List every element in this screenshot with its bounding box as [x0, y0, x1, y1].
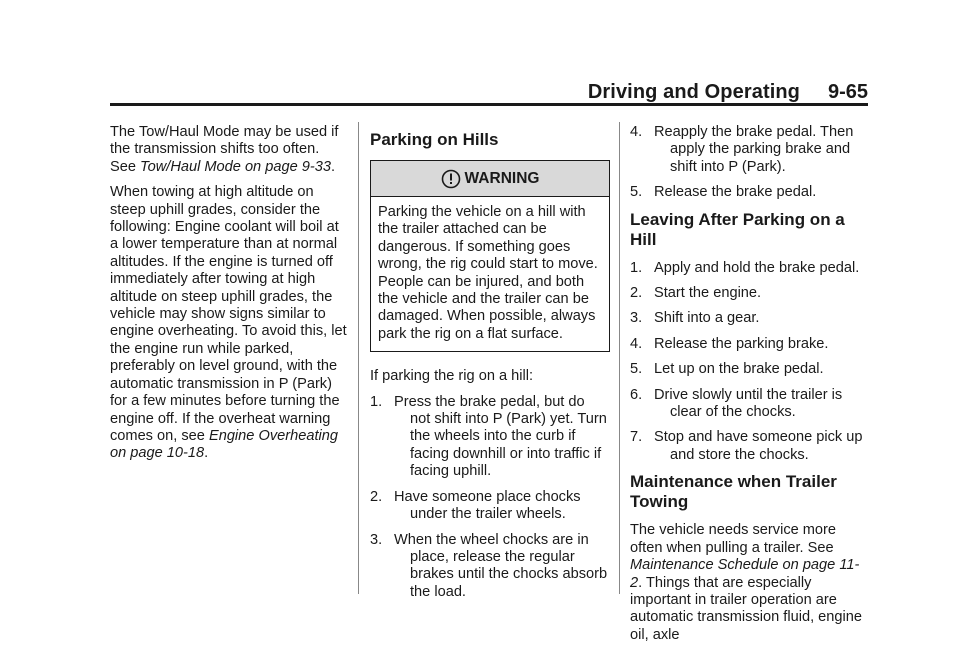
list-item [630, 285, 870, 302]
step-text-first-line: Have someone place chocks [394, 488, 581, 505]
list-item [630, 310, 870, 327]
paragraph-maintenance [630, 522, 870, 644]
step-text-first-line: Apply and hold the brake pedal. [654, 259, 860, 276]
step-text-continuation: and store the chocks. [670, 446, 809, 463]
section-heading: Maintenance when Trailer Towing [630, 472, 837, 512]
list-item [630, 387, 870, 422]
list-item [630, 260, 870, 277]
step-number: 2. [630, 285, 643, 302]
step-text-first-line: Stop and have someone pick up [654, 429, 863, 446]
intro-text: If parking the rig on a hill: [370, 368, 534, 385]
list-item [370, 489, 610, 524]
list-item [630, 184, 870, 201]
step-text [394, 532, 610, 602]
step-text-continuation: clear of the chocks. [670, 404, 796, 421]
step-text-continuation: place, release the regular brakes until the chocks absorb the load. [410, 548, 608, 600]
warning-box [370, 160, 610, 352]
step-text [394, 489, 610, 524]
step-text [394, 394, 610, 481]
steps-list [630, 260, 870, 465]
warning-header [371, 161, 609, 197]
warning-icon [441, 169, 461, 189]
step-number: 2. [370, 488, 383, 505]
step-number: 3. [370, 531, 383, 548]
list-item [630, 336, 870, 353]
step-number: 7. [630, 429, 643, 446]
step-text-first-line: When the wheel chocks are in [394, 531, 589, 548]
step-text-first-line: Shift into a gear. [654, 310, 760, 327]
step-number: 4. [630, 124, 643, 140]
paragraph-text: The vehicle needs service more often when pulling a trailer. See [630, 522, 837, 556]
cross-reference-link[interactable]: Engine Overheating on page 10-18 [110, 427, 338, 462]
column-3 [630, 124, 870, 652]
paragraph-high-altitude [110, 184, 348, 463]
step-number: 1. [630, 259, 643, 276]
steps-list [370, 394, 610, 601]
column-divider-1 [358, 122, 359, 594]
paragraph-text: The Tow/Haul Mode may be used if the transmission shifts too often. See [110, 124, 339, 175]
warning-title: WARNING [464, 169, 540, 187]
column-divider-2 [619, 122, 620, 594]
list-item [370, 394, 610, 481]
step-text-first-line: Press the brake pedal, but do [394, 393, 585, 410]
step-number: 5. [630, 184, 643, 201]
step-text-first-line: Release the parking brake. [654, 335, 829, 352]
step-text-continuation: apply the parking brake and shift into P (Park). [670, 141, 851, 175]
step-number: 4. [630, 335, 643, 352]
steps-list [630, 124, 870, 202]
paragraph-end: . [204, 445, 209, 462]
step-text-first-line: Release the brake pedal. [654, 184, 817, 201]
step-text [654, 124, 870, 176]
page-number: 9-65 [827, 81, 868, 103]
step-number: 3. [630, 310, 643, 327]
step-text-first-line: Start the engine. [654, 285, 762, 302]
paragraph-text: When towing at high altitude on steep uphill grades, consider the following: Engine coolant will boil at a lower temperature than at normal altitudes. If the engine is turned off immediately after towing at high altitude on steep uphill grades, the vehicle may show signs similar to engine overheating. To avoid this, let the engine run while parked, preferably on level ground, with the automatic transmission in P (Park) for a few minutes before turning the engine off. If the overheat warning comes on, see [110, 184, 347, 444]
header-rule [110, 103, 868, 106]
step-number: 1. [370, 393, 383, 410]
step-text [654, 310, 870, 327]
list-item [630, 124, 870, 176]
step-text [654, 429, 870, 464]
step-text-first-line: Drive slowly until the trailer is [654, 386, 843, 403]
list-item [630, 361, 870, 378]
step-text [654, 285, 870, 302]
step-text [654, 184, 870, 201]
paragraph-end: . Things that are especially important in trailer operation are automatic transmission fluid, engine oil, axle [630, 574, 862, 643]
paragraph-end: . [330, 158, 336, 175]
section-heading: Leaving After Parking on a Hill [630, 209, 845, 249]
step-text [654, 260, 870, 277]
cross-reference-link[interactable]: Maintenance Schedule on page 11-2 [630, 557, 860, 591]
step-text-continuation: not shift into P (Park) yet. Turn the wheels into the curb if facing downhill or into traffic if facing uphill. [410, 411, 607, 480]
column-1 [110, 124, 348, 471]
step-number: 6. [630, 386, 643, 403]
list-item [370, 532, 610, 602]
column-2 [370, 124, 610, 609]
step-text-first-line: Reapply the brake pedal. Then [654, 124, 854, 140]
cross-reference-link[interactable]: Tow/Haul Mode on page 9-33 [140, 158, 331, 175]
paragraph-tow-haul [110, 124, 348, 176]
step-text-continuation: under the trailer wheels. [410, 506, 566, 523]
list-item [630, 429, 870, 464]
step-number: 5. [630, 361, 643, 378]
step-text-first-line: Let up on the brake pedal. [654, 361, 824, 378]
step-text [654, 336, 870, 353]
step-text [654, 361, 870, 378]
step-text [654, 387, 870, 422]
section-title: Driving and Operating [587, 81, 800, 103]
warning-body: Parking the vehicle on a hill with the trailer attached can be dangerous. If something goes wrong, the rig could start to move. People can be injured, and both the vehicle and the trailer can be damaged. When possible, always park the rig on a flat surface. [378, 204, 598, 342]
section-heading: Parking on Hills [370, 130, 499, 149]
